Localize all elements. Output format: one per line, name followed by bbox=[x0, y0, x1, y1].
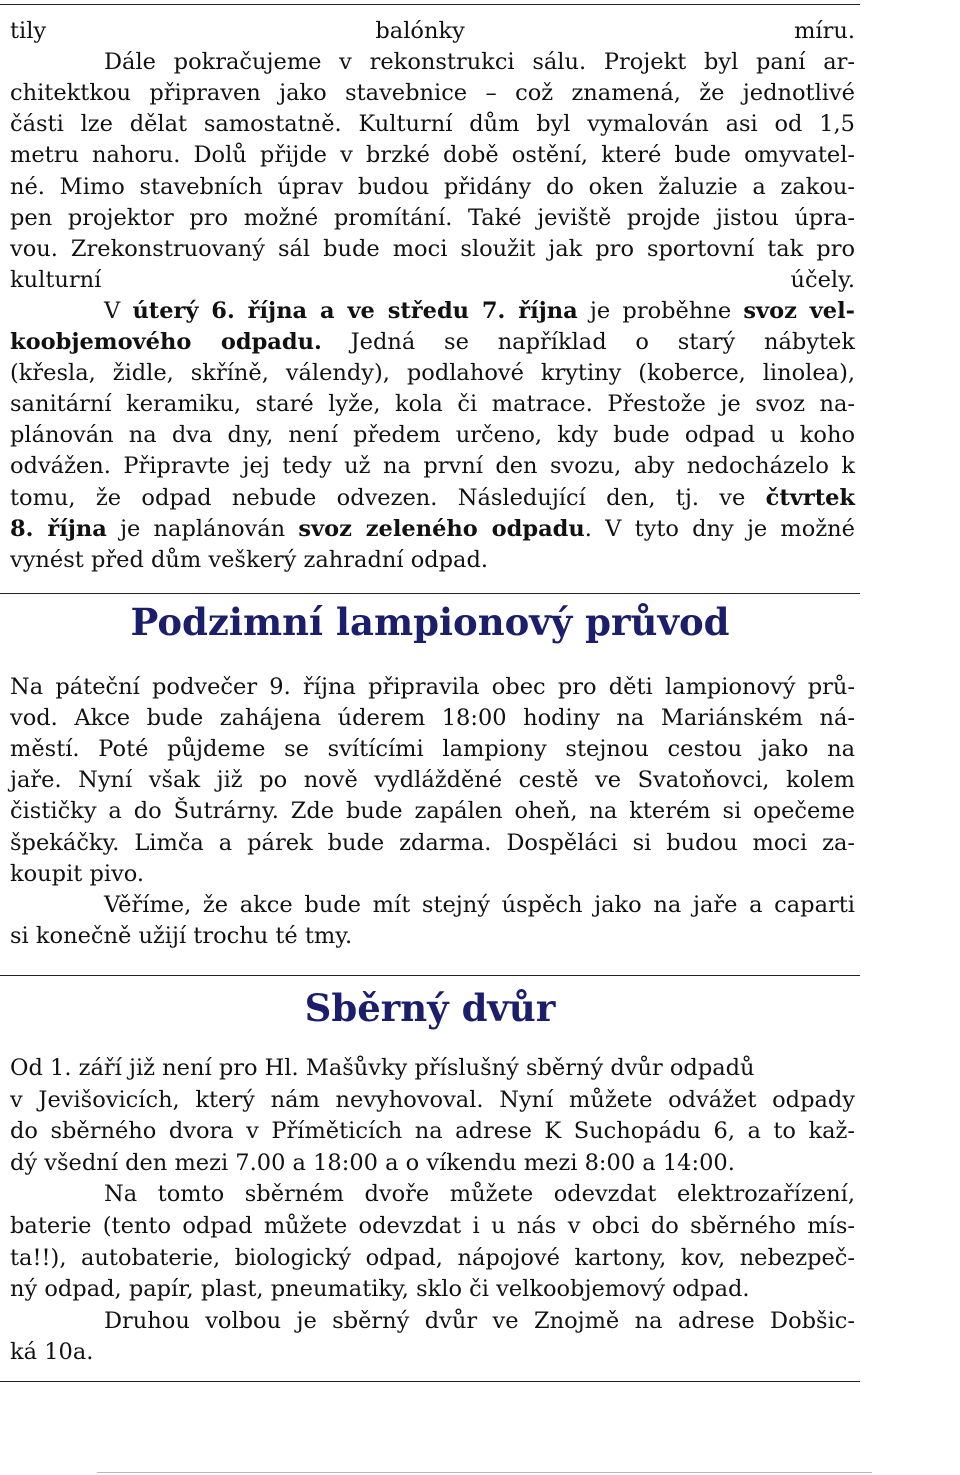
text-line bbox=[10, 172, 855, 203]
text-line bbox=[10, 1116, 855, 1147]
text-line bbox=[10, 203, 855, 234]
text-line bbox=[10, 703, 855, 734]
text-run: pen projektor pro možné promítání. Také jeviště projde jistou úpra- bbox=[10, 204, 855, 231]
text-run: (křesla, židle, skříně, válendy), podlahové krytiny (koberce, linolea), bbox=[10, 360, 855, 387]
text-line bbox=[10, 514, 855, 545]
text-run: do sběrného dvora v Příměticích na adrese K Suchopádu 6, a to kaž- bbox=[10, 1118, 855, 1145]
text-line bbox=[10, 109, 855, 140]
bold-text: úterý 6. října a ve středu 7. října bbox=[132, 297, 578, 324]
text-run: koupit pivo. bbox=[10, 860, 145, 887]
text-run: tomu, že odpad nebude odvezen. Následující den, tj. ve bbox=[10, 484, 766, 511]
text-line bbox=[10, 451, 855, 482]
text-run: ný odpad, papír, plast, pneumatiky, sklo či velkoobjemový odpad. bbox=[10, 1276, 750, 1303]
text-run: V bbox=[104, 297, 133, 324]
text-run: jaře. Nyní však již po nově vydlážděné cestě ve Svatoňovci, kolem bbox=[10, 767, 855, 794]
text-line bbox=[10, 1211, 855, 1242]
text-run: baterie (tento odpad můžete odevzdat i u nás v obci do sběrného mís- bbox=[10, 1213, 855, 1239]
text-line bbox=[104, 1306, 855, 1337]
text-line bbox=[10, 78, 855, 109]
text-run: městí. Poté půjdeme se svítícími lampiony stejnou cestou jako na bbox=[10, 736, 855, 763]
bottom-rule bbox=[0, 1381, 860, 1382]
text-line bbox=[10, 420, 855, 451]
section-divider bbox=[0, 975, 860, 976]
top-rule bbox=[0, 4, 860, 5]
text-line bbox=[104, 890, 855, 921]
text-run: vynést před dům veškerý zahradní odpad. bbox=[10, 546, 489, 573]
bold-text: koobjemového odpadu. bbox=[10, 329, 322, 355]
text-line bbox=[10, 545, 855, 576]
text-line bbox=[10, 796, 855, 827]
text-line bbox=[10, 921, 855, 952]
text-run: ta!!), autobaterie, biologický odpad, nápojové kartony, kov, nebezpeč- bbox=[10, 1244, 855, 1271]
text-line bbox=[104, 296, 855, 327]
text-run: vod. Akce bude zahájena úderem 18:00 hodiny na Mariánském ná- bbox=[10, 705, 855, 732]
text-run: v Jevišovicích, který nám nevyhovoval. Nyní můžete odvážet odpady bbox=[10, 1086, 855, 1113]
section-divider bbox=[0, 593, 860, 594]
text-run: Jedná se například o starý nábytek bbox=[321, 329, 855, 355]
text-run: špekáčky. Limča a párek bude zdarma. Dospěláci si budou moci za- bbox=[10, 829, 855, 856]
text-line bbox=[10, 1148, 855, 1179]
text-line bbox=[10, 140, 855, 171]
bold-text: 8. října bbox=[10, 515, 107, 542]
text-line bbox=[104, 47, 855, 78]
heading-collection-yard: Sběrný dvůr bbox=[304, 986, 556, 1030]
text-run: vou. Zrekonstruovaný sál bude moci sloužit jak pro sportovní tak pro bbox=[10, 235, 855, 262]
text-line bbox=[10, 358, 855, 389]
text-line bbox=[10, 1053, 855, 1084]
text-run: si konečně užijí trochu té tmy. bbox=[10, 922, 353, 949]
text-line bbox=[10, 859, 855, 890]
text-run: plánován na dva dny, není předem určeno, kdy bude odpad u koho bbox=[10, 422, 855, 449]
heading-lantern-parade: Podzimní lampionový průvod bbox=[130, 600, 730, 644]
text-line bbox=[10, 234, 855, 265]
text-run: Druhou volbou je sběrný dvůr ve Znojmě na adrese Dobšic- bbox=[104, 1307, 855, 1334]
text-run: Věříme, že akce bude mít stejný úspěch jako na jaře a caparti bbox=[104, 891, 855, 918]
text-run: Dále pokračujeme v rekonstrukci sálu. Projekt byl paní ar- bbox=[104, 49, 855, 76]
text-line bbox=[10, 765, 855, 796]
text-line bbox=[10, 672, 855, 703]
text-run: chitektkou připraven jako stavebnice – což znamená, že jednotlivé bbox=[10, 80, 855, 107]
bold-text: svoz vel- bbox=[743, 297, 855, 324]
bold-text: svoz zeleného odpadu bbox=[298, 515, 585, 542]
text-line bbox=[10, 265, 855, 296]
text-line bbox=[10, 1274, 855, 1305]
text-run: Na páteční podvečer 9. října připravila obec pro děti lampionový prů- bbox=[10, 674, 855, 700]
text-run: čističky a do Šutrárny. Zde bude zapálen oheň, na kterém si opečeme bbox=[10, 798, 855, 825]
text-run: . V tyto dny je možné bbox=[584, 515, 855, 542]
text-run: Od 1. září již není pro Hl. Mašůvky příslušný sběrný dvůr odpadů bbox=[10, 1055, 755, 1081]
text-run: né. Mimo stavebních úprav budou přidány do oken žaluzie a zakou- bbox=[10, 173, 855, 200]
text-run: metru nahoru. Dolů přijde v brzké době ostění, které bude omyvatel- bbox=[10, 142, 855, 169]
text-run: tily balónky míru. bbox=[10, 18, 855, 44]
footer-rule bbox=[97, 1472, 872, 1473]
text-line bbox=[10, 483, 855, 514]
text-line bbox=[10, 1243, 855, 1274]
text-line bbox=[10, 389, 855, 420]
text-line bbox=[10, 327, 855, 358]
text-run: kulturní účely. bbox=[10, 266, 855, 293]
text-line bbox=[10, 734, 855, 765]
text-run: je naplánován bbox=[106, 515, 299, 542]
text-line bbox=[10, 16, 855, 47]
text-run: sanitární keramiku, staré lyže, kola či matrace. Přestože je svoz na- bbox=[10, 391, 855, 418]
bold-text: čtvrtek bbox=[765, 484, 855, 511]
text-run: ká 10a. bbox=[10, 1339, 94, 1366]
text-run: odvážen. Připravte jej tedy už na první den svozu, aby nedocházelo k bbox=[10, 453, 855, 480]
text-line bbox=[104, 1179, 855, 1210]
text-run: Na tomto sběrném dvoře můžete odevzdat elektrozařízení, bbox=[104, 1181, 855, 1208]
text-run: dý všední den mezi 7.00 a 18:00 a o víkendu mezi 8:00 a 14:00. bbox=[10, 1149, 735, 1176]
text-run: části lze dělat samostatně. Kulturní dům byl vymalován asi od 1,5 bbox=[10, 111, 855, 138]
text-run: je proběhne bbox=[577, 297, 744, 324]
text-line bbox=[10, 828, 855, 859]
text-line bbox=[10, 1085, 855, 1116]
text-line bbox=[10, 1337, 855, 1368]
